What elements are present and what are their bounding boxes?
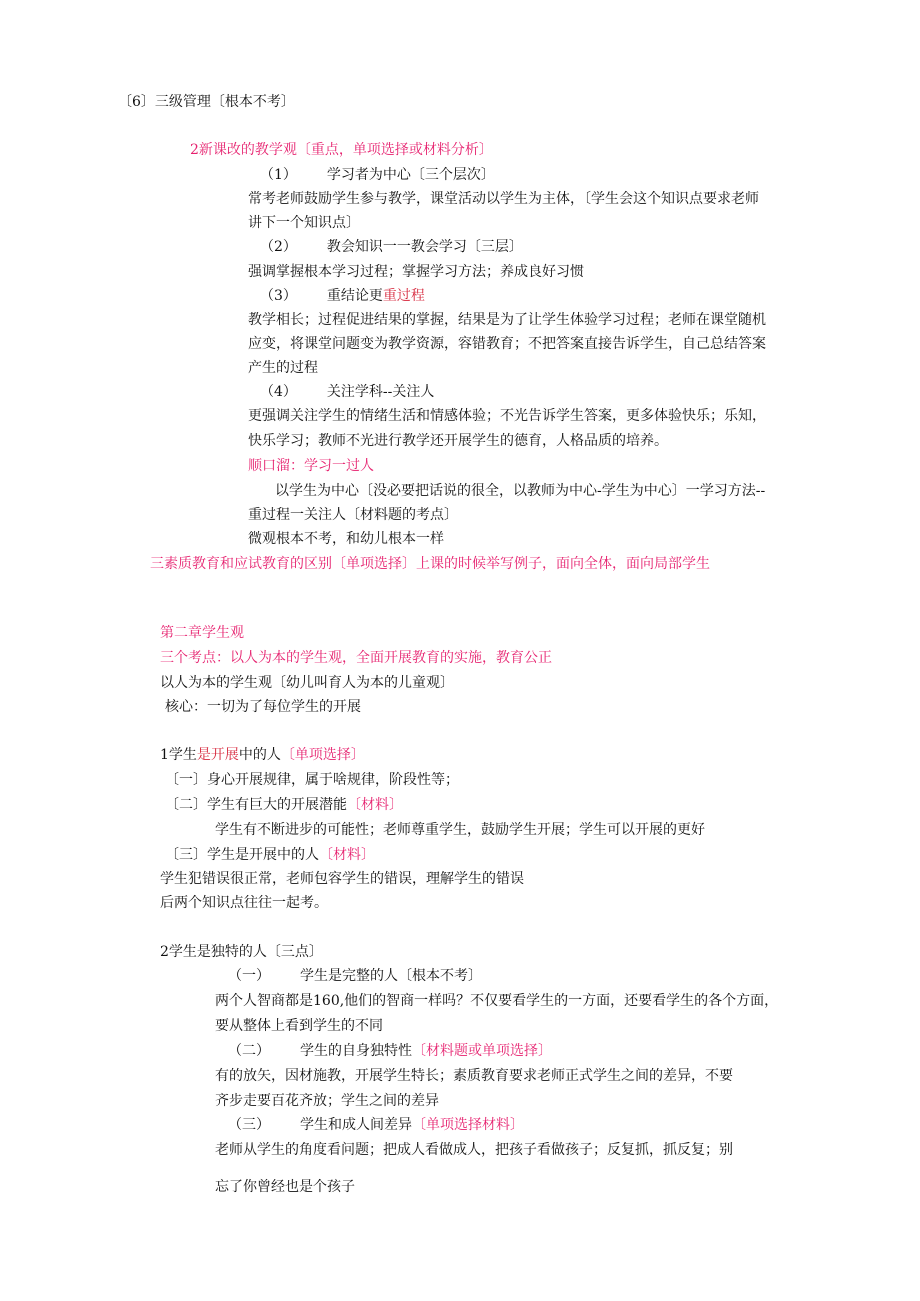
text-segment: （3） (260, 288, 297, 304)
text-line (160, 893, 328, 913)
text-segment: 学生犯错误很正常，老师包容学生的错误，理解学生的错误 (160, 871, 524, 887)
text-line (150, 554, 710, 574)
text-segment: 重过程 (382, 288, 425, 304)
text-line (165, 845, 375, 865)
text-line (160, 623, 244, 643)
text-segment: 〔三〕学生是开展中的人 (165, 847, 319, 863)
text-segment: 讲下一个知识点〕 (248, 215, 360, 231)
text-segment: 微观根本不考，和幼儿根本一样 (248, 531, 444, 547)
text-line (248, 505, 458, 525)
text-line (248, 334, 766, 354)
text-line (215, 1140, 733, 1160)
text-segment: 更强调关注学生的情绪生活和情感体验；不光告诉学生答案，更多体验快乐；乐知， (248, 408, 766, 424)
text-segment: 忘了你曾经也是个孩子 (215, 1179, 355, 1195)
text-segment: 顺口溜：学习一过人 (248, 458, 374, 474)
text-line (165, 697, 361, 717)
text-segment: 有的放矢，因材施教，开展学生特长；素质教育要求老师正式学生之间的差异，不要 (215, 1068, 733, 1084)
text-segment: 两个人智商都是160,他们的智商一样吗？不仅要看学生的一方面，还要看学生的各个方面， (215, 993, 779, 1009)
text-line (260, 237, 523, 257)
text-segment: 是开展 (196, 747, 239, 763)
text-segment: 以学生为中心〔没必要把话说的很全，以教师为中心-学生为中心〕一学习方法-- (275, 483, 766, 499)
text-segment: 〔单项选择〕 (280, 747, 365, 763)
text-line (165, 795, 403, 815)
text-segment: （4） (260, 384, 297, 400)
text-segment: 1学生 (160, 747, 197, 763)
text-line (248, 529, 444, 549)
text-line (228, 1041, 552, 1061)
text-line (160, 869, 524, 889)
text-segment: 重结论更 (326, 288, 383, 304)
text-segment: 要从整体上看到学生的不同 (215, 1018, 383, 1034)
text-line (160, 648, 552, 668)
text-line (160, 942, 323, 962)
text-line (160, 745, 365, 765)
text-segment: 关注学科--关注人 (326, 384, 435, 400)
text-segment: 〔材料〕 (347, 797, 403, 813)
text-segment: （三） (228, 1117, 270, 1133)
text-segment: （2） (260, 239, 297, 255)
text-segment: 三个考点：以人为本的学生观，全面开展教育的实施，教育公正 (160, 650, 552, 666)
text-line (248, 431, 668, 451)
text-line (228, 966, 482, 986)
text-segment: 〔二〕学生有巨大的开展潜能 (165, 797, 347, 813)
text-line (215, 820, 705, 840)
text-segment: 〔6〕三级管理〔根本不考〕 (118, 94, 295, 110)
text-line (248, 213, 360, 233)
text-segment: （一） (228, 968, 270, 984)
text-segment: 学习者为中心〔三个层次〕 (326, 167, 495, 183)
text-segment: （二） (228, 1043, 270, 1059)
text-segment: 学生有不断进步的可能性；老师尊重学生，鼓励学生开展；学生可以开展的更好 (215, 822, 705, 838)
text-segment: 第二章学生观 (160, 625, 244, 641)
text-line (165, 770, 459, 790)
text-segment: 齐步走要百花齐放；学生之间的差异 (215, 1093, 439, 1109)
text-segment: 学生和成人间差异 (300, 1117, 412, 1133)
text-line (275, 481, 765, 501)
text-line (118, 92, 295, 112)
text-line (215, 1016, 383, 1036)
text-line (228, 1115, 524, 1135)
text-segment: 三素质教育和应试教育的区别〔单项选择〕上课的时候举写例子，面向全体，面向局部学生 (150, 556, 710, 572)
text-line (260, 165, 495, 185)
text-segment: 重过程一关注人〔材料题的考点〕 (248, 507, 458, 523)
text-segment: 〔材料题或单项选择〕 (412, 1043, 552, 1059)
text-segment: （1） (260, 167, 297, 183)
text-segment: 学生是完整的人〔根本不考〕 (300, 968, 482, 984)
text-segment: 教会知识一一教会学习〔三层〕 (326, 239, 523, 255)
text-segment: 〔材料〕 (319, 847, 375, 863)
text-segment: 老师从学生的角度看问题；把成人看做成人，把孩子看做孩子；反复抓，抓反复；别 (215, 1142, 733, 1158)
text-line (248, 262, 584, 282)
text-segment: 产生的过程 (248, 360, 318, 376)
text-segment: 〔单项选择材料〕 (412, 1117, 524, 1133)
text-line (215, 1091, 439, 1111)
text-line (248, 310, 766, 330)
text-segment: 教学相长；过程促进结果的掌握，结果是为了让学生体验学习过程；老师在课堂随机 (248, 312, 766, 328)
text-line (190, 140, 493, 160)
text-segment: 核心：一切为了每位学生的开展 (165, 699, 361, 715)
text-line (215, 1177, 355, 1197)
text-line (260, 382, 434, 402)
text-line (248, 189, 759, 209)
text-segment: 应变，将课堂问题变为教学资源，容错教育；不把答案直接告诉学生，自己总结答案 (248, 336, 766, 352)
text-segment: 后两个知识点往往一起考。 (160, 895, 328, 911)
text-segment: 〔一〕身心开展规律，属于啥规律，阶段性等； (165, 772, 459, 788)
text-segment: 学生的自身独特性 (300, 1043, 412, 1059)
text-line (260, 286, 425, 306)
text-line (248, 406, 766, 426)
text-segment: 2新课改的教学观〔重点，单项选择或材料分析〕 (190, 142, 493, 158)
text-line (248, 456, 374, 476)
text-segment: 快乐学习；教师不光进行教学还开展学生的德育，人格品质的培养。 (248, 433, 668, 449)
text-line (248, 358, 318, 378)
text-line (215, 991, 778, 1011)
text-segment: 强调掌握根本学习过程；掌握学习方法；养成良好习惯 (248, 264, 584, 280)
text-line (160, 673, 454, 693)
text-line (215, 1066, 733, 1086)
text-segment: 以人为本的学生观〔幼儿叫育人为本的儿童观〕 (160, 675, 454, 691)
text-segment: 2学生是独特的人〔三点〕 (160, 944, 323, 960)
text-segment: 常考老师鼓励学生参与教学，课堂活动以学生为主体，〔学生会这个知识点要求老师 (248, 191, 759, 207)
text-segment: 中的人 (238, 747, 281, 763)
